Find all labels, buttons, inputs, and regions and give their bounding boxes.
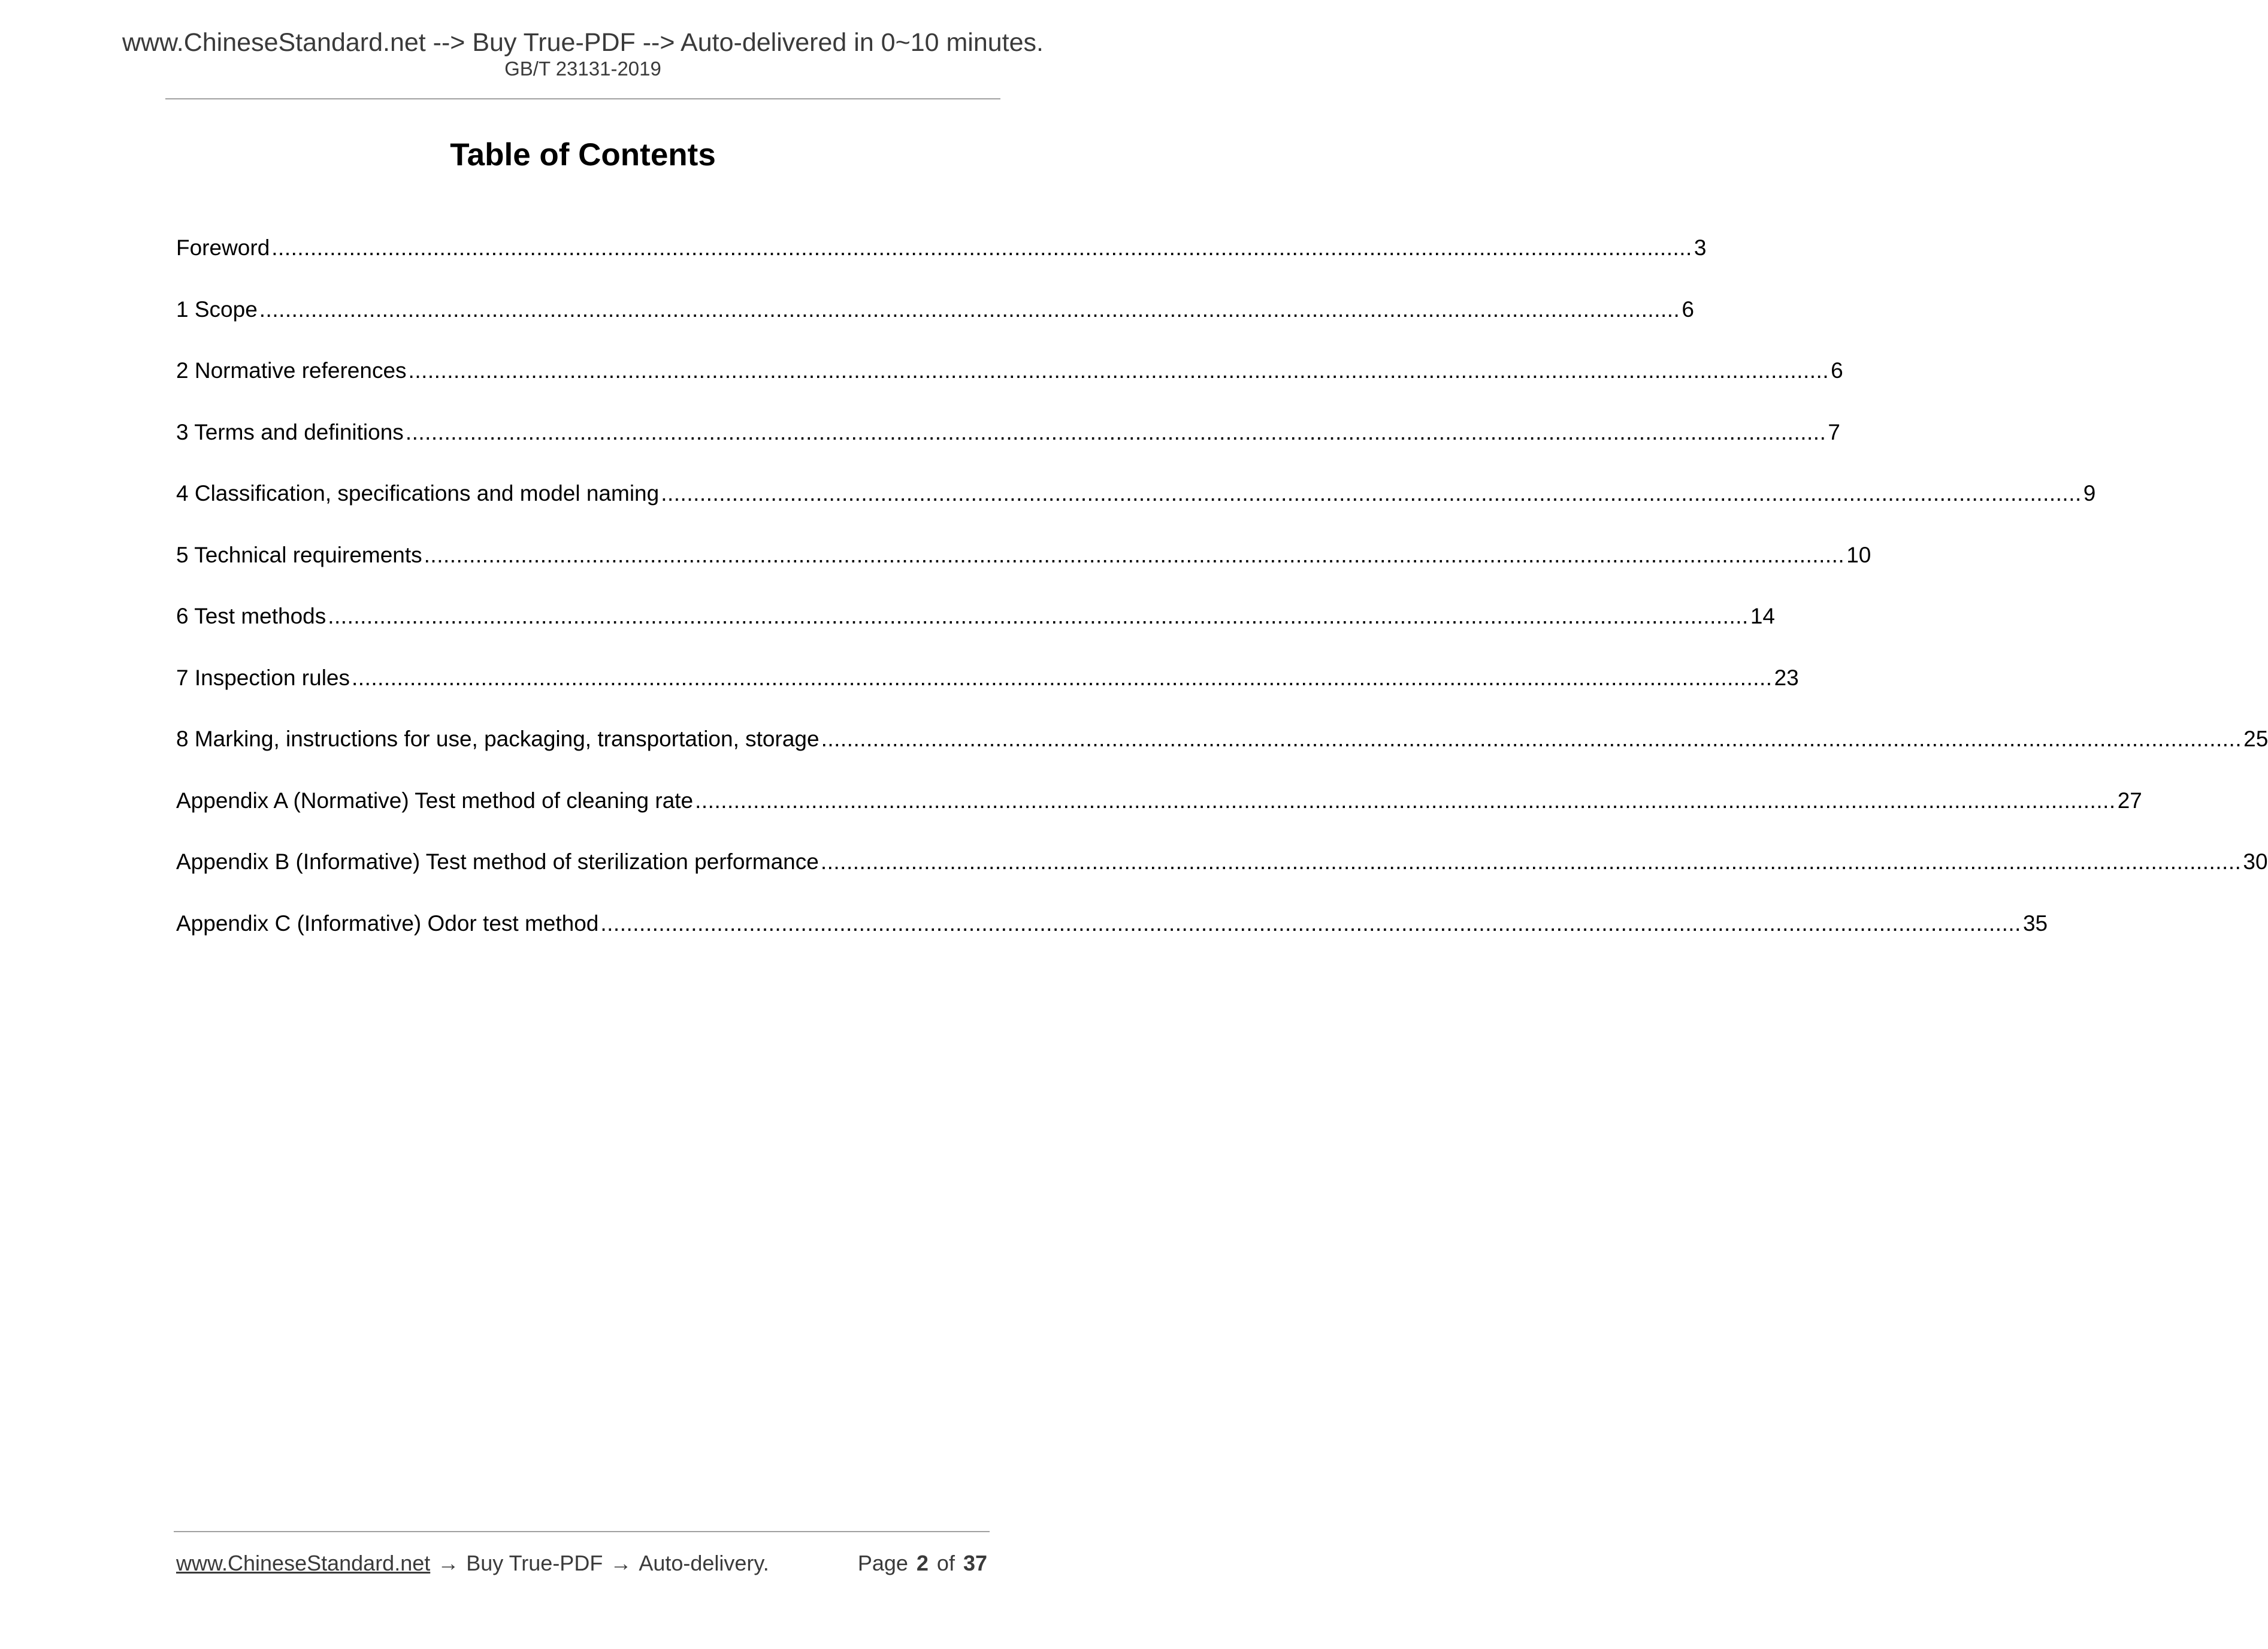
- toc-dot-leader: ............................................................................................................................................................................................................................: [821, 727, 2242, 751]
- toc-entry-label: 3 Terms and definitions: [176, 419, 404, 444]
- toc-entry[interactable]: [176, 417, 1840, 479]
- toc-entry[interactable]: [176, 232, 1707, 294]
- toc-entry-label: 4 Classification, specifications and model naming: [176, 481, 660, 506]
- toc-entry-label: 6 Test methods: [176, 604, 326, 628]
- toc-dot-leader: ............................................................................................................................................................................................................................: [695, 788, 2116, 813]
- toc-dot-leader: ............................................................................................................................................................................................................................: [661, 481, 2082, 506]
- toc-dot-leader: ............................................................................................................................................................................................................................: [271, 235, 1692, 260]
- toc-entry-page: 23: [1774, 665, 1799, 690]
- toc-entry-page: 25: [2243, 727, 2268, 751]
- toc-entry-page: 6: [1831, 358, 1843, 383]
- auto-delivery-text: Auto-delivery.: [639, 1551, 769, 1575]
- page-of-label: of: [936, 1551, 955, 1575]
- toc-entry-page: 9: [2083, 481, 2096, 506]
- toc-entry-page: 35: [2022, 910, 2048, 936]
- page-label: Page: [857, 1551, 908, 1575]
- page-number: [858, 1550, 987, 1576]
- toc-dot-leader: ............................................................................................................................................................................................................................: [259, 296, 1680, 322]
- toc-entry-label: Appendix A (Normative) Test method of cleaning rate: [176, 788, 694, 813]
- site-banner: www.ChineseStandard.net --> Buy True-PDF --> Auto-delivered in 0~10 minutes.: [122, 28, 1044, 57]
- toc-dot-leader: ............................................................................................................................................................................................................................: [424, 542, 1845, 567]
- toc-entry-label: Foreword: [176, 235, 270, 260]
- toc-entry-page: 7: [1828, 419, 1840, 444]
- toc-entry[interactable]: [176, 478, 2096, 540]
- toc-entry[interactable]: [176, 601, 1775, 662]
- toc-dot-leader: ............................................................................................................................................................................................................................: [600, 910, 2021, 936]
- page-total: 37: [963, 1551, 987, 1575]
- toc-entry-page: 10: [1846, 542, 1871, 567]
- footer-divider: [174, 1531, 990, 1532]
- page-current: 2: [916, 1551, 929, 1575]
- footer-links: [176, 1550, 769, 1576]
- toc-entry-label: Appendix B (Informative) Test method of sterilization performance: [176, 849, 819, 874]
- toc-entry-label: 1 Scope: [176, 296, 258, 322]
- toc-entry-label: 2 Normative references: [176, 358, 407, 383]
- toc-entry[interactable]: [176, 785, 2142, 847]
- toc-entry[interactable]: [176, 846, 2268, 908]
- toc-dot-leader: ............................................................................................................................................................................................................................: [405, 419, 1827, 444]
- toc-entry[interactable]: [176, 355, 1843, 417]
- toc-list: [176, 232, 2268, 969]
- toc-entry[interactable]: [176, 540, 1871, 601]
- toc-dot-leader: ............................................................................................................................................................................................................................: [352, 665, 1773, 690]
- toc-entry-label: 7 Inspection rules: [176, 665, 350, 690]
- toc-entry-label: 8 Marking, instructions for use, packaging, transportation, storage: [176, 727, 819, 751]
- toc-entry-page: 6: [1682, 296, 1694, 322]
- toc-entry-page: 30: [2243, 849, 2268, 874]
- toc-entry-label: 5 Technical requirements: [176, 542, 422, 567]
- toc-entry-page: 3: [1694, 235, 1707, 260]
- toc-entry[interactable]: [176, 724, 2268, 785]
- toc-entry[interactable]: [176, 294, 1694, 356]
- chinese-standard-link[interactable]: www.ChineseStandard.net: [176, 1551, 431, 1575]
- toc-dot-leader: ............................................................................................................................................................................................................................: [328, 604, 1749, 628]
- arrow-right-icon: →: [610, 1551, 632, 1575]
- arrow-right-icon: →: [437, 1551, 459, 1575]
- header-divider: [165, 98, 1000, 99]
- toc-entry[interactable]: [176, 908, 2048, 970]
- toc-entry[interactable]: [176, 662, 1799, 724]
- toc-dot-leader: ............................................................................................................................................................................................................................: [408, 358, 1829, 383]
- toc-entry-page: 27: [2117, 788, 2142, 813]
- document-code: GB/T 23131-2019: [504, 58, 661, 80]
- toc-title: Table of Contents: [450, 137, 716, 173]
- toc-entry-page: 14: [1750, 604, 1775, 628]
- toc-entry-label: Appendix C (Informative) Odor test method: [176, 910, 599, 936]
- buy-true-pdf-text: Buy True-PDF: [466, 1551, 603, 1575]
- toc-dot-leader: ............................................................................................................................................................................................................................: [820, 849, 2242, 874]
